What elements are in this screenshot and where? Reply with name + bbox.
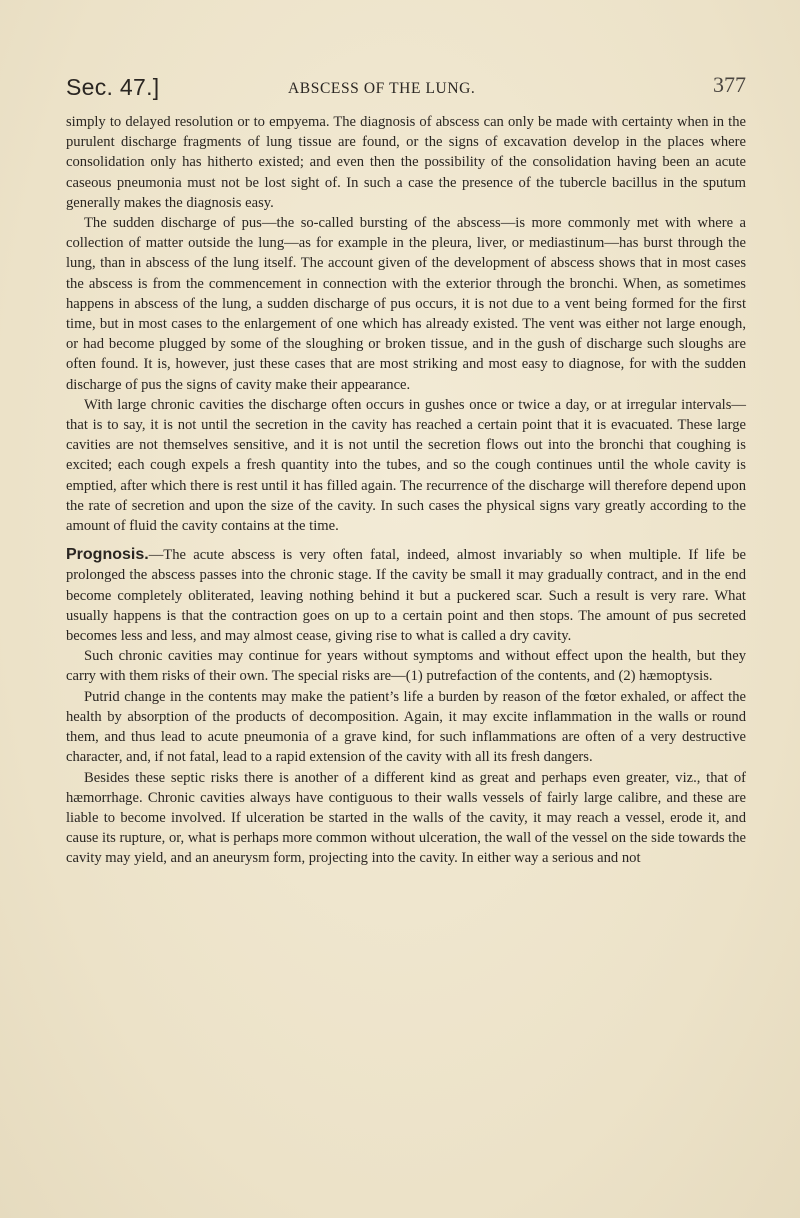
running-title: ABSCESS OF THE LUNG. [288, 80, 476, 97]
paragraph-chronic-risks: Such chronic cavities may continue for years without symptoms and without effect upon the health, but they carry with them risks of their own. The special risks are—(1) putrefaction of the contents, and (2) hæmoptysis. [66, 648, 746, 685]
running-header [66, 72, 746, 108]
prognosis-text: The acute abscess is very often fatal, indeed, almost invariably so when multiple. If life be prolonged the abscess passes into the chronic stage. If the cavity be small it may gradually contract, and in the end become completely obliterated, leaving nothing behind it but a puckered scar. Such a result is very rare. What usually happens is that the contraction goes on up to a certain point and then stops. The amount of pus secreted becomes less and less, and may almost cease, giving rise to what is called a dry cavity. [66, 547, 746, 645]
paragraph-chronic-cavities: With large chronic cavities the discharge often occurs in gushes once or twice a day, or at irregular intervals—that is to say, it is not until the secretion in the cavity has reached a certain point that it is evacuated. These large cavities are not themselves sensitive, and it is not until the secretion flows out into the bronchi that coughing is excited; each cough expels a fresh quantity into the tubes, and so the cough continues until the whole cavity is emptied, after which there is rest until it has filled again. The recurrence of the discharge will therefore depend upon the rate of secretion and upon the size of the cavity. In such cases the physical signs vary greatly according to the amount of fluid the cavity contains at the time. [66, 396, 746, 535]
page-number: 377 [713, 72, 746, 97]
paragraph-putrid-change: Putrid change in the contents may make the patient’s life a burden by reason of the fœtor exhaled, or affect the health by absorption of the products of decomposition. Again, it may excite inflammation in the walls or round them, and thus lead to acute pneumonia of a grave kind, for such inflammations are often of a very destructive character, and, if not fatal, lead to a rapid extension of the cavity with all its fresh dangers. [66, 688, 746, 766]
paragraph-haemorrhage: Besides these septic risks there is another of a different kind as great and perhaps even greater, viz., that of hæmorrhage. Chronic cavities always have contiguous to their walls vessels of fairly large calibre, and these are liable to become involved. If ulceration be started in the walls of the cavity, it may reach a vessel, erode it, and cause its rupture, or, what is perhaps more common without ulceration, the wall of the vessel on the side towards the cavity may yield, and an aneurysm form, projecting into the cavity. In either way a serious and not [66, 769, 746, 867]
paragraph-prognosis: Prognosis.—The acute abscess is very often fatal, indeed, almost invariably so when multiple. If life be prolonged the abscess passes into the chronic stage. If the cavity be small it may gradually contract, and in the end become completely obliterated, leaving nothing behind it but a puckered scar. Such a result is very rare. What usually happens is that the contraction goes on up to a certain point and then stops. The amount of pus secreted becomes less and less, and may almost cease, giving rise to what is called a dry cavity. [66, 546, 746, 645]
paragraph-diagnosis-end: simply to delayed resolution or to empyema. The diagnosis of abscess can only be made with certainty when in the purulent discharge fragments of lung tissue are found, or the signs of excavation develop in the places where consolidation only has hitherto existed; and even then the possibility of the consolidation having been an acute caseous pneumonia must not be lost sight of. In such a case the presence of the tubercle bacillus in the sputum generally makes the diagnosis easy. [66, 114, 746, 211]
section-number: Sec. 47.] [66, 74, 160, 100]
paragraph-sudden-discharge: The sudden discharge of pus—the so-called bursting of the abscess—is more commonly met with where a collection of matter outside the lung—as for example in the pleura, liver, or mediastinum—has burst through the lung, than in abscess of the lung itself. The account given of the development of abscess shows that in most cases the abscess is from the commencement in connection with the exterior through the bronchi. When, as sometimes happens in abscess of the lung, a sudden discharge of pus occurs, it is not due to a vent being formed for the first time, but in most cases to the enlargement of one which has already existed. The vent was either not large enough, or had become plugged by some of the sloughing or broken tissue, and in the gush of discharge such sloughs are often found. It is, however, just these cases that are most striking and most easy to diagnose, for with the sudden discharge of pus the signs of cavity make their appearance. [66, 215, 746, 393]
body-text [66, 112, 746, 869]
prognosis-heading: Prognosis. [66, 546, 149, 564]
